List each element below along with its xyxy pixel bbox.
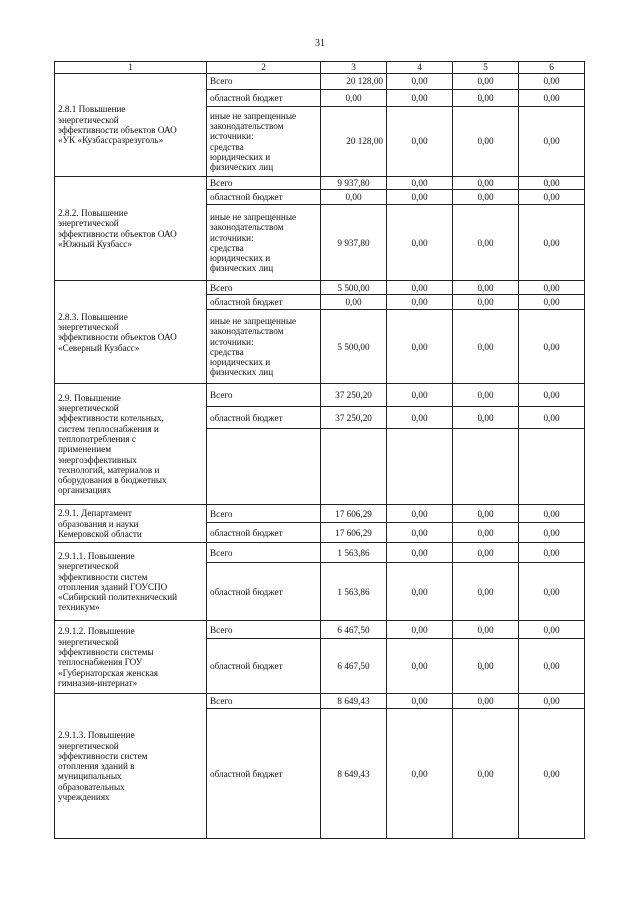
value-cell: 1 563,86 (321, 543, 387, 563)
funding-source: Всего (207, 177, 321, 190)
value-cell: 0,00 (453, 384, 519, 407)
table-row (55, 384, 585, 407)
value-cell: 20 128,00 (321, 107, 387, 177)
value-cell: 0,00 (453, 205, 519, 281)
item-name: 2.9.1. Департамент образования и науки Кемеровской области (55, 505, 207, 543)
value-cell: 0,00 (519, 694, 585, 709)
value-cell: 5 500,00 (321, 310, 387, 384)
value-cell: 0,00 (453, 639, 519, 694)
value-cell: 0,00 (387, 621, 453, 639)
value-cell: 0,00 (519, 621, 585, 639)
funding-source: Всего (207, 281, 321, 295)
funding-source: Всего (207, 543, 321, 563)
value-cell: 0,00 (453, 505, 519, 523)
table-row (55, 74, 585, 90)
funding-source: Всего (207, 74, 321, 90)
table-row (55, 177, 585, 190)
column-header: 6 (519, 62, 585, 74)
value-cell: 0,00 (387, 523, 453, 543)
value-cell: 0,00 (453, 523, 519, 543)
value-cell: 0,00 (387, 281, 453, 295)
value-cell: 0,00 (519, 190, 585, 205)
table-row (55, 505, 585, 523)
value-cell: 0,00 (453, 177, 519, 190)
funding-source: иные не запрещенные законодательством источники: средства юридических и физических лиц (207, 310, 321, 384)
budget-table (54, 61, 585, 839)
value-cell: 0,00 (519, 90, 585, 107)
funding-source: иные не запрещенные законодательством источники: средства юридических и физических лиц (207, 205, 321, 281)
value-cell: 0,00 (387, 90, 453, 107)
value-cell: 0,00 (387, 639, 453, 694)
value-cell: 8 649,43 (321, 709, 387, 839)
value-cell (387, 429, 453, 505)
value-cell: 9 937,80 (321, 205, 387, 281)
value-cell: 0,00 (387, 177, 453, 190)
item-name: 2.8.3. Повышение энергетической эффективности объектов ОАО «Северный Кузбасс» (55, 281, 207, 384)
item-name: 2.9.1.2. Повышение энергетической эффективности системы теплоснабжения ГОУ «Губернаторская женская гимназия-интернат» (55, 621, 207, 694)
value-cell: 0,00 (321, 90, 387, 107)
funding-source: областной бюджет (207, 639, 321, 694)
value-cell (519, 429, 585, 505)
value-cell: 0,00 (519, 505, 585, 523)
value-cell: 0,00 (453, 694, 519, 709)
value-cell: 0,00 (519, 74, 585, 90)
value-cell: 5 500,00 (321, 281, 387, 295)
item-name: 2.8.2. Повышение энергетической эффективности объектов ОАО «Южный Кузбасс» (55, 177, 207, 281)
item-name: 2.9. Повышение энергетической эффективности котельных, систем теплоснабжения и теплопотребления с применением энергоэффективных технологий, материалов и оборудования в бюджетных организациях (55, 384, 207, 505)
value-cell: 0,00 (387, 407, 453, 429)
value-cell: 0,00 (387, 74, 453, 90)
value-cell: 0,00 (387, 709, 453, 839)
value-cell: 0,00 (519, 295, 585, 310)
value-cell: 0,00 (453, 709, 519, 839)
value-cell: 0,00 (387, 205, 453, 281)
value-cell: 0,00 (519, 523, 585, 543)
value-cell: 6 467,50 (321, 621, 387, 639)
funding-source: Всего (207, 621, 321, 639)
table-row (55, 281, 585, 295)
item-name: 2.9.1.1. Повышение энергетической эффективности систем отопления зданий ГОУСПО «Сибирский политехнический техникум» (55, 543, 207, 621)
funding-source: Всего (207, 505, 321, 523)
value-cell: 0,00 (387, 543, 453, 563)
column-header: 1 (55, 62, 207, 74)
value-cell: 0,00 (519, 281, 585, 295)
funding-source: областной бюджет (207, 190, 321, 205)
value-cell: 0,00 (387, 505, 453, 523)
funding-source (207, 429, 321, 505)
value-cell: 0,00 (519, 407, 585, 429)
value-cell: 0,00 (321, 295, 387, 310)
value-cell: 0,00 (519, 107, 585, 177)
value-cell: 0,00 (519, 205, 585, 281)
funding-source: Всего (207, 384, 321, 407)
table-row (55, 694, 585, 709)
column-header: 2 (207, 62, 321, 74)
funding-source: областной бюджет (207, 523, 321, 543)
column-header: 3 (321, 62, 387, 74)
item-name: 2.8.1 Повышение энергетической эффективности объектов ОАО «УК «Кузбассразрезуголь» (55, 74, 207, 177)
value-cell: 0,00 (453, 74, 519, 90)
value-cell: 1 563,86 (321, 563, 387, 621)
value-cell: 0,00 (453, 310, 519, 384)
value-cell: 0,00 (387, 107, 453, 177)
value-cell: 0,00 (453, 90, 519, 107)
value-cell (321, 429, 387, 505)
table-row (55, 543, 585, 563)
value-cell: 0,00 (387, 295, 453, 310)
value-cell: 0,00 (453, 621, 519, 639)
value-cell: 0,00 (519, 563, 585, 621)
value-cell: 0,00 (453, 281, 519, 295)
value-cell: 0,00 (453, 407, 519, 429)
value-cell: 0,00 (387, 384, 453, 407)
funding-source: Всего (207, 694, 321, 709)
value-cell: 8 649,43 (321, 694, 387, 709)
header-row (55, 62, 585, 74)
funding-source: иные не запрещенные законодательством источники: средства юридических и физических лиц (207, 107, 321, 177)
value-cell: 0,00 (387, 563, 453, 621)
value-cell: 37 250,20 (321, 384, 387, 407)
value-cell: 0,00 (453, 563, 519, 621)
value-cell: 0,00 (519, 709, 585, 839)
funding-source: областной бюджет (207, 90, 321, 107)
funding-source: областной бюджет (207, 563, 321, 621)
page-number: 31 (315, 38, 325, 49)
value-cell: 17 606,29 (321, 523, 387, 543)
value-cell: 0,00 (519, 543, 585, 563)
column-header: 5 (453, 62, 519, 74)
table-row (55, 621, 585, 639)
funding-source: областной бюджет (207, 709, 321, 839)
column-header: 4 (387, 62, 453, 74)
value-cell: 0,00 (519, 177, 585, 190)
value-cell: 0,00 (387, 190, 453, 205)
value-cell: 0,00 (519, 639, 585, 694)
funding-source: областной бюджет (207, 407, 321, 429)
value-cell: 9 937,80 (321, 177, 387, 190)
value-cell: 6 467,50 (321, 639, 387, 694)
value-cell: 0,00 (453, 107, 519, 177)
value-cell: 0,00 (453, 295, 519, 310)
value-cell: 0,00 (453, 543, 519, 563)
value-cell: 0,00 (321, 190, 387, 205)
value-cell: 0,00 (519, 384, 585, 407)
value-cell (453, 429, 519, 505)
value-cell: 0,00 (387, 310, 453, 384)
value-cell: 0,00 (519, 310, 585, 384)
value-cell: 37 250,20 (321, 407, 387, 429)
item-name: 2.9.1.3. Повышение энергетической эффективности систем отопления зданий в муниципальных образовательных учреждениях (55, 694, 207, 839)
value-cell: 20 128,00 (321, 74, 387, 90)
value-cell: 0,00 (453, 190, 519, 205)
value-cell: 17 606,29 (321, 505, 387, 523)
value-cell: 0,00 (387, 694, 453, 709)
funding-source: областной бюджет (207, 295, 321, 310)
